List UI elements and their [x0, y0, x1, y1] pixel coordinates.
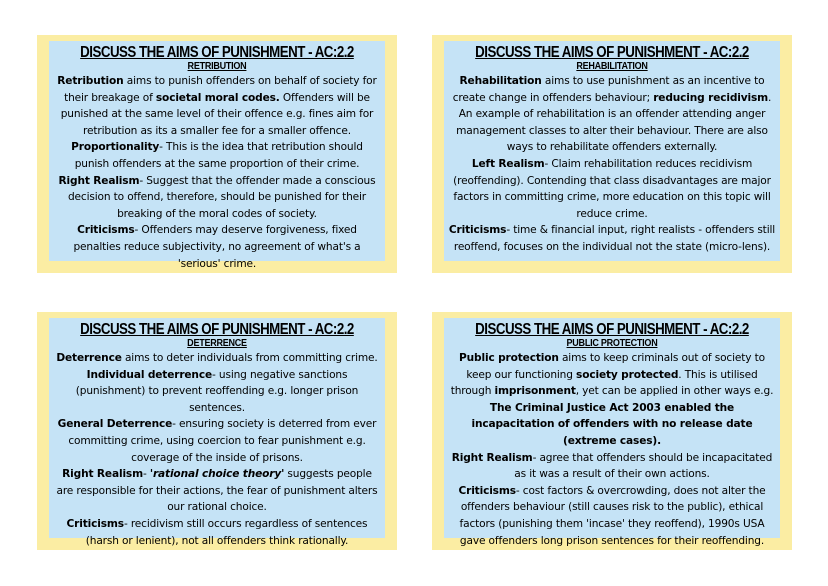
key-term: Right Realism: [62, 468, 143, 481]
card-paragraph: [448, 156, 776, 222]
card-body: [444, 318, 780, 547]
paragraph-text: aims to punish offenders on behalf of society for their breakage of: [64, 75, 377, 104]
key-term: society protected: [576, 368, 679, 381]
paragraph-text: , yet can be applied in other ways e.g.: [575, 385, 774, 398]
paragraph-text: . An example of rehabilitation is an offender attending anger management classes to alter their behaviour. There are also ways to rehabilitate offenders externally.: [456, 91, 772, 154]
key-term: Criticisms: [66, 517, 124, 530]
card-body: [49, 41, 385, 270]
card-subheading: PUBLIC PROTECTION: [566, 337, 658, 349]
card-heading: DISCUSS THE AIMS OF PUNISHMENT - AC:2.2: [475, 44, 749, 61]
key-term: Right Realism: [58, 174, 140, 187]
card-paragraph: [53, 139, 381, 172]
card-paragraph: [448, 222, 776, 255]
card-public-protection: [432, 312, 792, 550]
paragraph-text: - Offenders may deserve forgiveness, fixed penalties reduce subjectivity, no agreement of what's a 'serious' crime.: [73, 224, 361, 270]
card-subheading: DETERRENCE: [187, 337, 247, 349]
card-subheading: RETRIBUTION: [187, 60, 247, 72]
paragraph-text: - ensuring society is deterred from ever committing crime, using coercion to fear punishment e.g. coverage of the inside of prisons.: [68, 418, 377, 464]
key-term: Criticisms: [458, 484, 516, 497]
key-term: societal moral codes.: [155, 91, 280, 104]
key-term: Criticisms: [448, 224, 507, 237]
card-paragraphs: [49, 73, 385, 272]
key-term: Rehabilitation: [459, 75, 542, 87]
card-paragraph: [448, 73, 776, 156]
key-term: General Deterrence: [57, 418, 173, 431]
key-term: reducing recidivism: [653, 91, 769, 104]
card-rehabilitation: [432, 35, 792, 273]
key-term: Criticisms: [77, 224, 135, 237]
paragraph-text: - Suggest that the offender made a conscious decision to offend, therefore, should be punished for their breaking of the moral codes of society.: [67, 174, 376, 220]
key-term: Individual deterrence: [86, 368, 212, 381]
card-paragraph: [53, 350, 381, 367]
paragraph-text: - using negative sanctions (punishment) to prevent reoffending e.g. longer prison sentences.: [75, 368, 359, 414]
card-paragraphs: [444, 350, 780, 549]
card-paragraph: [53, 222, 381, 272]
card-paragraphs: [49, 350, 385, 549]
card-subheading: REHABILITATION: [576, 60, 648, 72]
card-paragraph: [53, 466, 381, 516]
card-body: [444, 41, 780, 261]
card-paragraphs: [444, 73, 780, 256]
key-term: Public protection: [459, 352, 559, 364]
card-paragraph: [53, 367, 381, 417]
paragraph-text: -: [142, 468, 150, 481]
card-paragraph: [53, 73, 381, 139]
paragraph-text: - Claim rehabilitation reduces recidivism (reoffending). Contending that class disadvantages are major factors in committing crime, more education on this topic will reduce crime.: [453, 157, 771, 220]
card-retribution: [37, 35, 397, 273]
card-deterrence: [37, 312, 397, 550]
paragraph-text: . This is utilised through: [450, 368, 758, 398]
key-term: Deterrence: [56, 352, 122, 364]
key-term: Right Realism: [451, 451, 533, 464]
paragraph-text: aims to use punishment as an incentive to create change in offenders behaviour;: [452, 75, 765, 104]
key-term: Proportionality: [71, 141, 160, 154]
paragraph-text: Offenders will be punished at the same level of their offence e.g. fines aim for retribution as its a smaller fee for a smaller offence.: [60, 91, 374, 137]
paragraph-text: - This is the idea that retribution should punish offenders at the same proportion of their crime.: [74, 141, 363, 170]
card-heading: DISCUSS THE AIMS OF PUNISHMENT - AC:2.2: [475, 321, 749, 338]
card-paragraph: [53, 516, 381, 549]
key-term: The Criminal Justice Act 2003 enabled the incapacitation of offenders with no release date (extreme cases).: [471, 401, 753, 447]
key-term: imprisonment: [494, 385, 576, 398]
paragraph-text: - cost factors & overcrowding, does not alter the offenders behaviour (still causes risk to the public), ethical factors (punishing them 'incase' they reoffend), 1990s USA gave offenders long prison sentences for their reoffending.: [459, 484, 766, 547]
card-heading: DISCUSS THE AIMS OF PUNISHMENT - AC:2.2: [80, 321, 354, 338]
paragraph-text: suggests people are responsible for their actions, the fear of punishment alters our rational choice.: [56, 468, 378, 514]
paragraph-text: aims to keep criminals out of society to keep our functioning: [466, 352, 765, 381]
card-paragraph: [53, 173, 381, 223]
key-term: 'rational choice theory': [149, 468, 285, 481]
card-paragraph: [53, 416, 381, 466]
card-paragraph: [448, 350, 776, 450]
paragraph-text: - time & financial input, right realists - offenders still reoffend, focuses on the individual not the state (micro-lens).: [453, 224, 776, 253]
card-body: [49, 318, 385, 547]
card-heading: DISCUSS THE AIMS OF PUNISHMENT - AC:2.2: [80, 44, 354, 61]
paragraph-text: - recidivism still occurs regardless of sentences (harsh or lenient), not all offenders think rationally.: [85, 517, 368, 547]
key-term: Left Realism: [471, 157, 545, 170]
key-term: Retribution: [57, 75, 124, 87]
paragraph-text: - agree that offenders should be incapacitated as it was a result of their own actions.: [514, 451, 773, 481]
card-paragraph: [448, 483, 776, 549]
card-paragraph: [448, 450, 776, 483]
paragraph-text: aims to deter individuals from committing crime.: [121, 352, 378, 364]
